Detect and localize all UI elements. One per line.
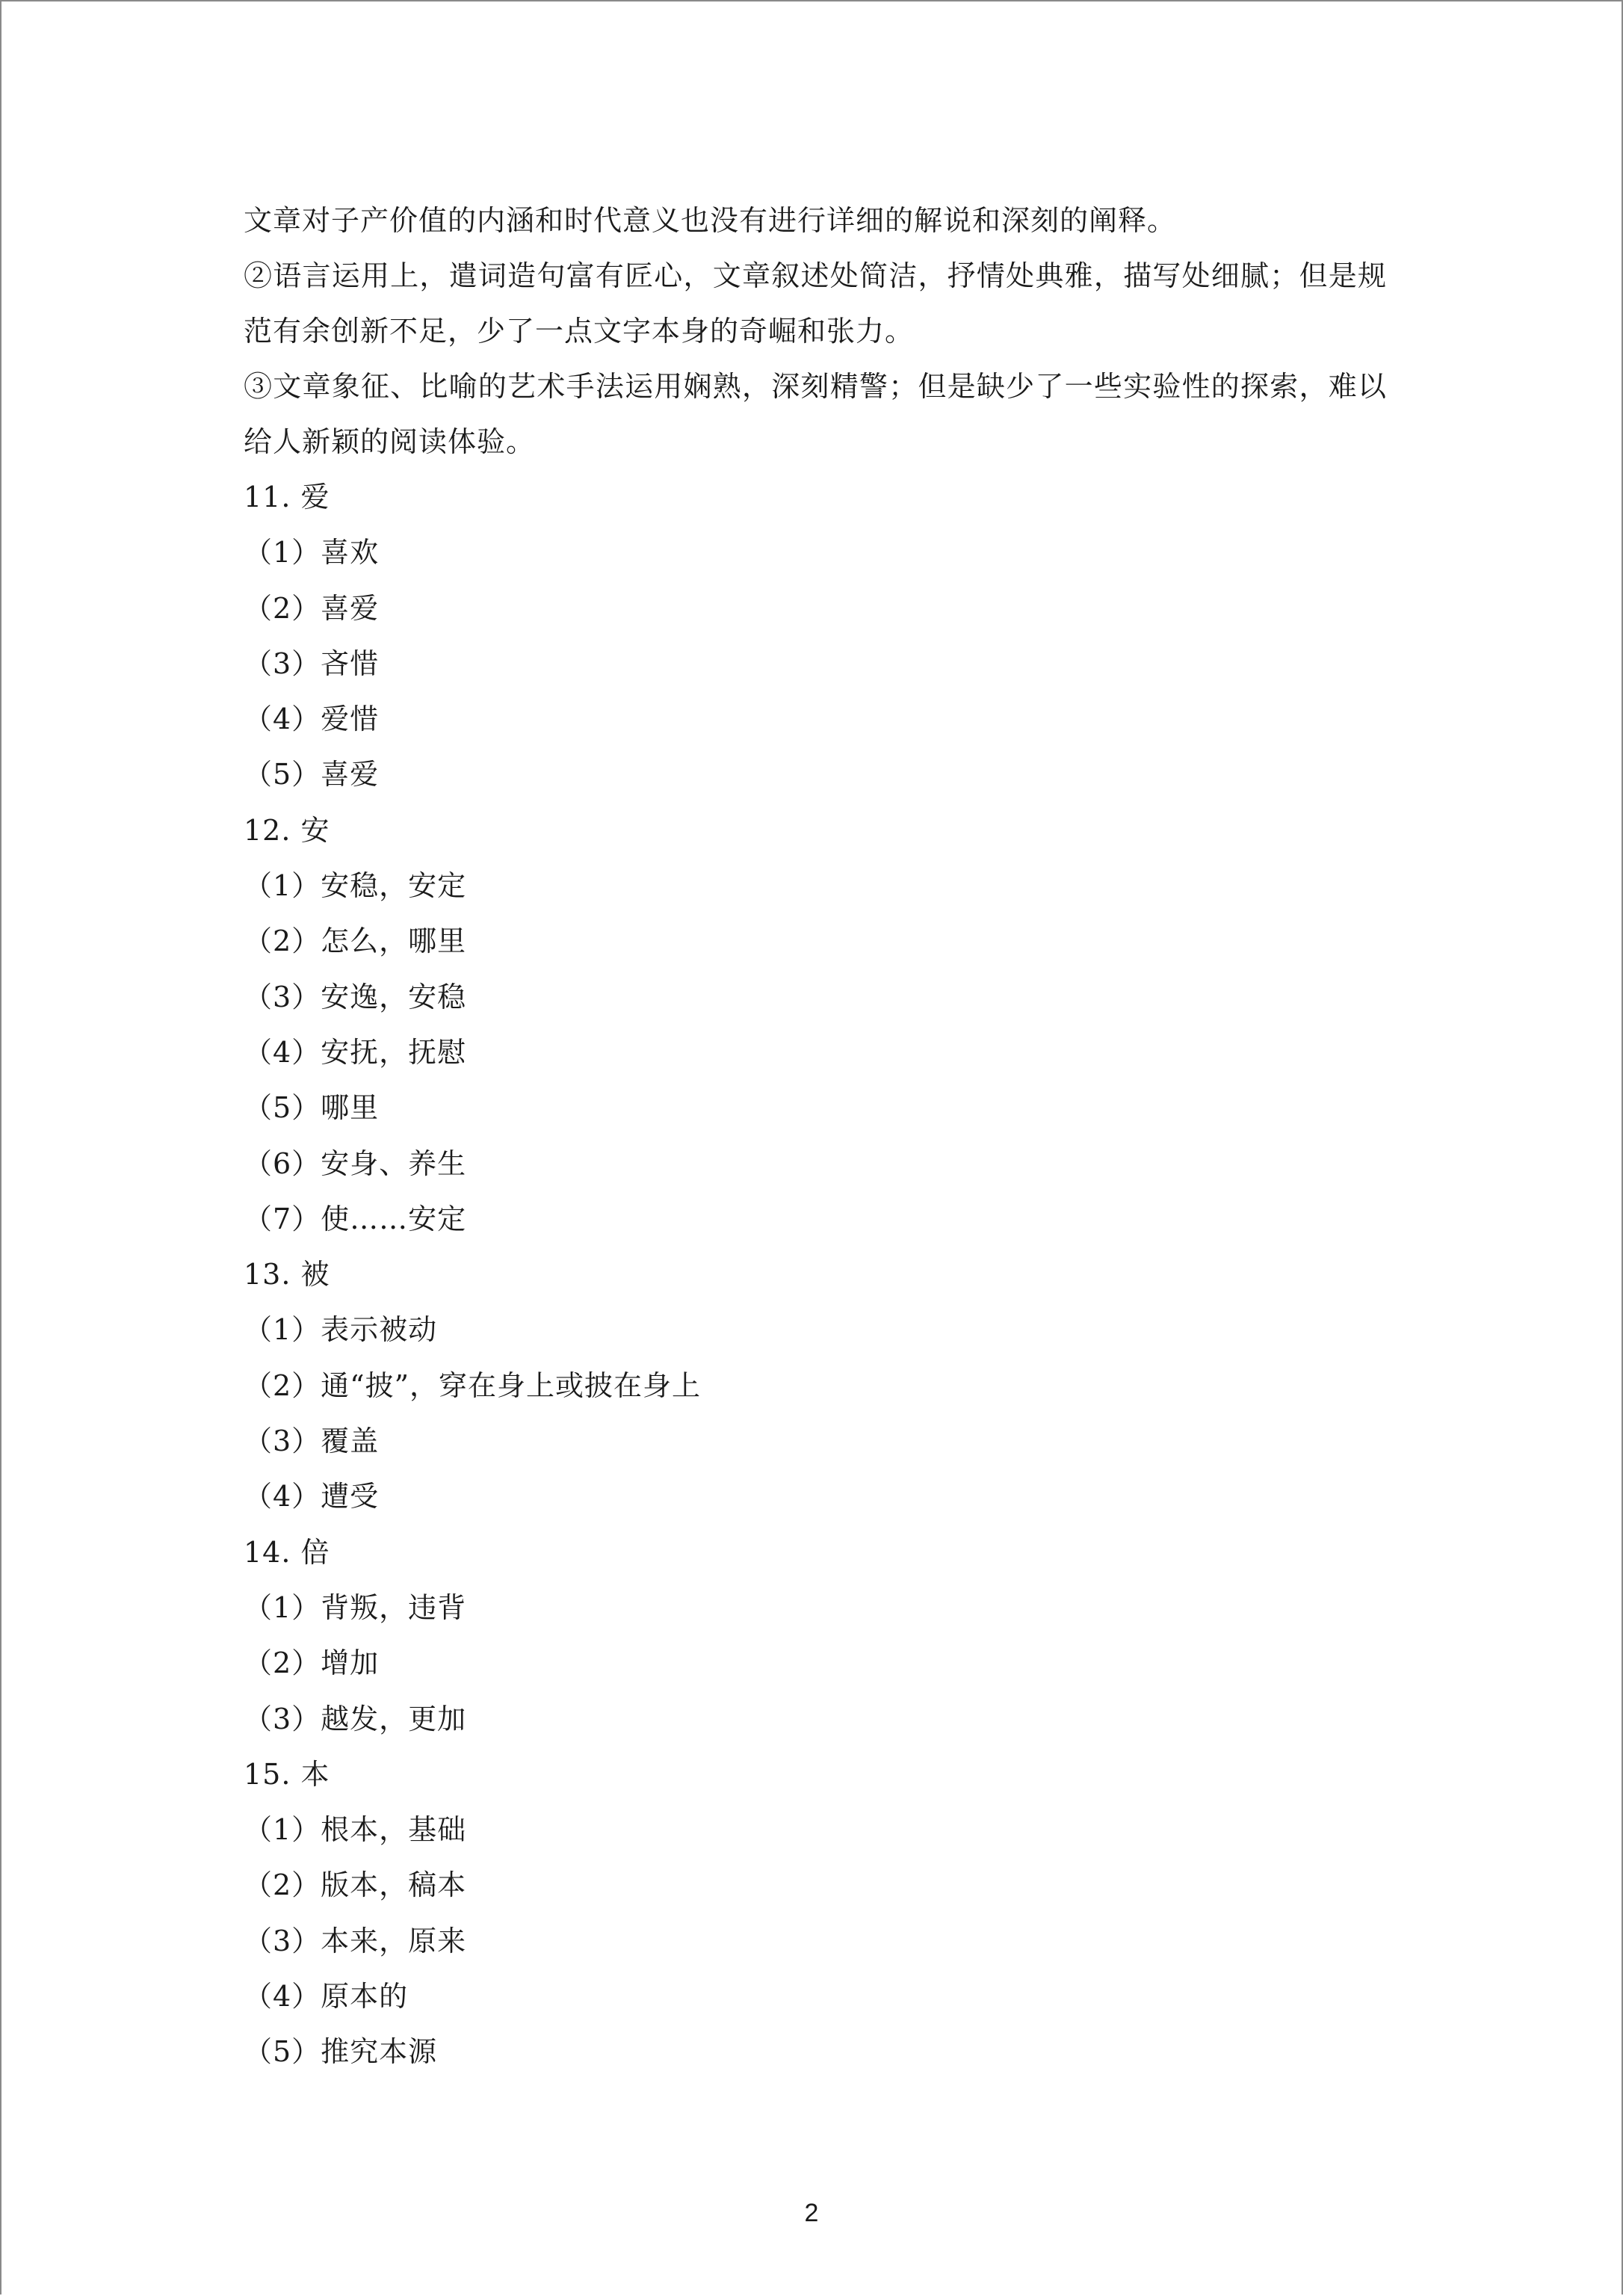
paragraph-1: 文章对子产价值的内涵和时代意义也没有进行详细的解说和深刻的阐释。 bbox=[244, 204, 1177, 237]
entry-definition: （2）喜爱 bbox=[244, 591, 380, 625]
entry-definition: （1）喜欢 bbox=[244, 536, 380, 570]
entry-definition: （5）哪里 bbox=[244, 1091, 380, 1125]
entry-heading: 13. 被 bbox=[244, 1258, 330, 1292]
paragraph-2: ②语言运用上，遣词造句富有匠心，文章叙述处简洁，抒情处典雅，描写处细腻；但是规范有余创新不足，少了一点文字本身的奇崛和张力。 bbox=[244, 259, 1387, 348]
entry-definition: （3）吝惜 bbox=[244, 646, 380, 680]
entry-definition: （2）通“披”，穿在身上或披在身上 bbox=[244, 1368, 702, 1402]
entry-definition: （2）版本，稿本 bbox=[244, 1868, 467, 1902]
entry-definition: （3）越发，更加 bbox=[244, 1702, 467, 1735]
entry-definition: （4）爱惜 bbox=[244, 703, 380, 736]
entry-definition: （1）根本，基础 bbox=[244, 1813, 467, 1847]
entry-definition: （5）喜爱 bbox=[244, 758, 380, 791]
entry-definition: （1）背叛，违背 bbox=[244, 1590, 467, 1624]
entry-definition: （3）安逸，安稳 bbox=[244, 980, 467, 1013]
entry-heading: 12. 安 bbox=[244, 813, 330, 847]
entry-definition: （2）怎么，哪里 bbox=[244, 925, 467, 958]
entry-heading: 14. 倍 bbox=[244, 1535, 330, 1569]
entry-definition: （3）本来，原来 bbox=[244, 1924, 467, 1957]
entry-definition: （5）推究本源 bbox=[244, 2035, 438, 2069]
entry-definition: （4）遭受 bbox=[244, 1480, 380, 1513]
entry-definition: （4）安抚，抚慰 bbox=[244, 1035, 467, 1069]
entry-definition: （3）覆盖 bbox=[244, 1425, 380, 1458]
entry-definition: （2）增加 bbox=[244, 1647, 380, 1680]
entry-heading: 15. 本 bbox=[244, 1757, 330, 1791]
entry-definition: （1）安稳，安定 bbox=[244, 869, 467, 903]
entry-heading: 11. 爱 bbox=[244, 481, 330, 513]
entry-definition: （4）原本的 bbox=[244, 1980, 409, 2013]
paragraph-3: ③文章象征、比喻的艺术手法运用娴熟，深刻精警；但是缺少了一些实验性的探索，难以给人新颖的阅读体验。 bbox=[244, 370, 1387, 458]
entry-definition: （1）表示被动 bbox=[244, 1313, 438, 1347]
entry-definition: （7）使……安定 bbox=[244, 1202, 467, 1235]
word-entries bbox=[244, 469, 1387, 2080]
page-number: 2 bbox=[804, 2199, 819, 2227]
document-body bbox=[244, 193, 1387, 2080]
entry-definition: （6）安身、养生 bbox=[244, 1147, 467, 1180]
